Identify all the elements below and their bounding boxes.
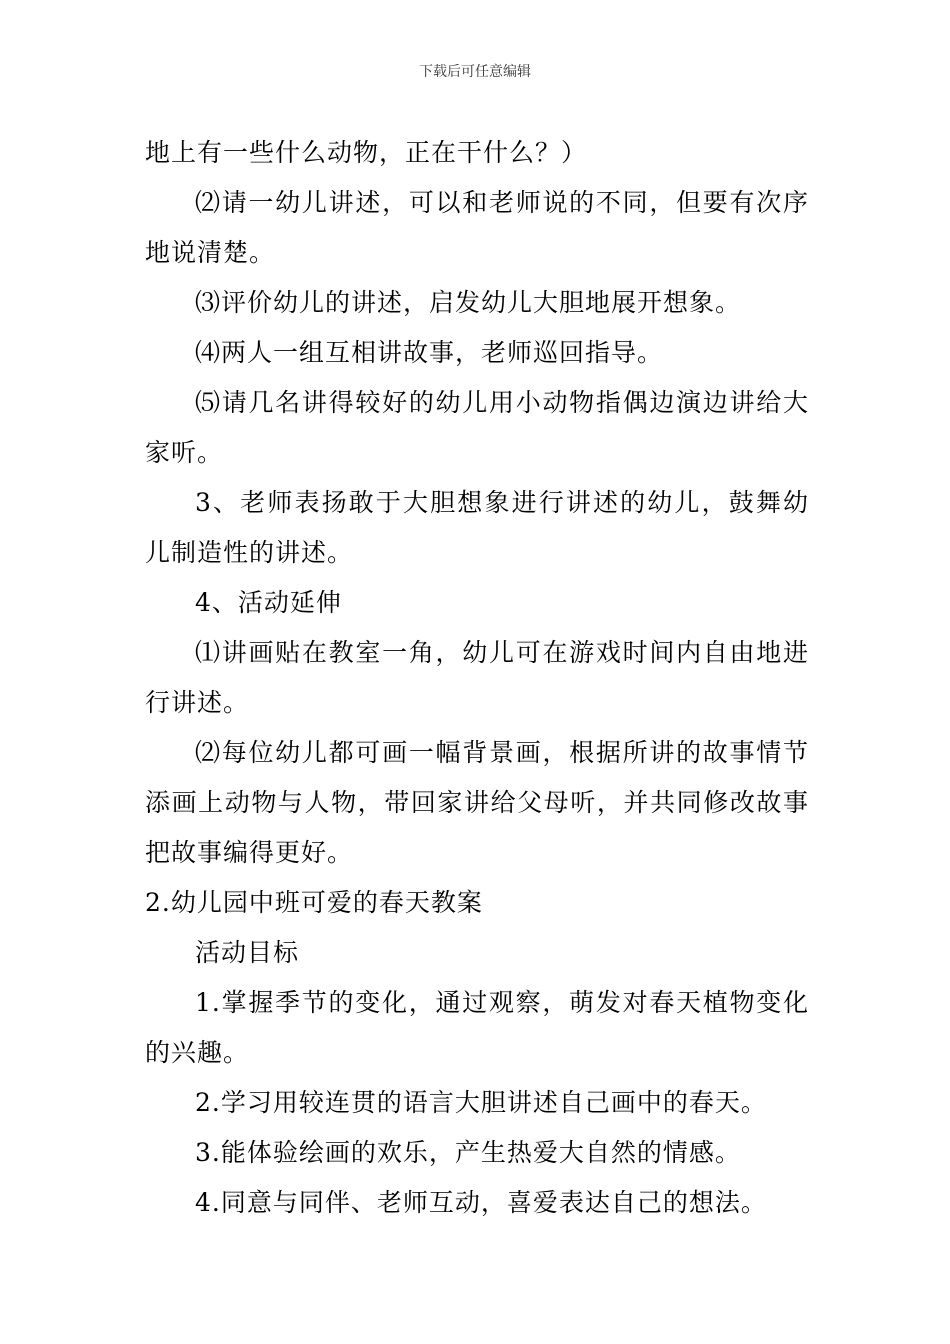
- document-body: [145, 128, 809, 1228]
- subheading: 活动目标: [195, 938, 300, 967]
- list-item: 2.学习用较连贯的语言大胆讲述自己画中的春天。: [195, 1088, 767, 1117]
- paragraph: ⑵每位幼儿都可画一幅背景画，根据所讲的故事情节添画上动物与人物，带回家讲给父母听，并共同修改故事把故事编得更好。: [145, 738, 809, 867]
- paragraph: ⑷两人一组互相讲故事，老师巡回指导。: [195, 338, 664, 367]
- list-item: 3.能体验绘画的欢乐，产生热爱大自然的情感。: [195, 1138, 741, 1167]
- list-item: 4.同意与同伴、老师互动，喜爱表达自己的想法。: [195, 1188, 767, 1217]
- paragraph: ⑶评价幼儿的讲述，启发幼儿大胆地展开想象。: [195, 288, 742, 317]
- section-heading: 2.幼儿园中班可爱的春天教案: [145, 888, 483, 917]
- paragraph: 3、老师表扬敢于大胆想象进行讲述的幼儿，鼓舞幼儿制造性的讲述。: [145, 488, 809, 567]
- paragraph: ⑴讲画贴在教室一角，幼儿可在游戏时间内自由地进行讲述。: [145, 638, 809, 717]
- paragraph: ⑵请一幼儿讲述，可以和老师说的不同，但要有次序地说清楚。: [145, 188, 809, 267]
- paragraph: 4、活动延伸: [195, 588, 342, 617]
- list-item: 1.掌握季节的变化，通过观察，萌发对春天植物变化的兴趣。: [145, 988, 809, 1067]
- paragraph: 地上有一些什么动物，正在干什么？）: [145, 138, 588, 167]
- paragraph: ⑸请几名讲得较好的幼儿用小动物指偶边演边讲给大家听。: [145, 388, 809, 467]
- page-header: 下载后可任意编辑: [419, 64, 531, 80]
